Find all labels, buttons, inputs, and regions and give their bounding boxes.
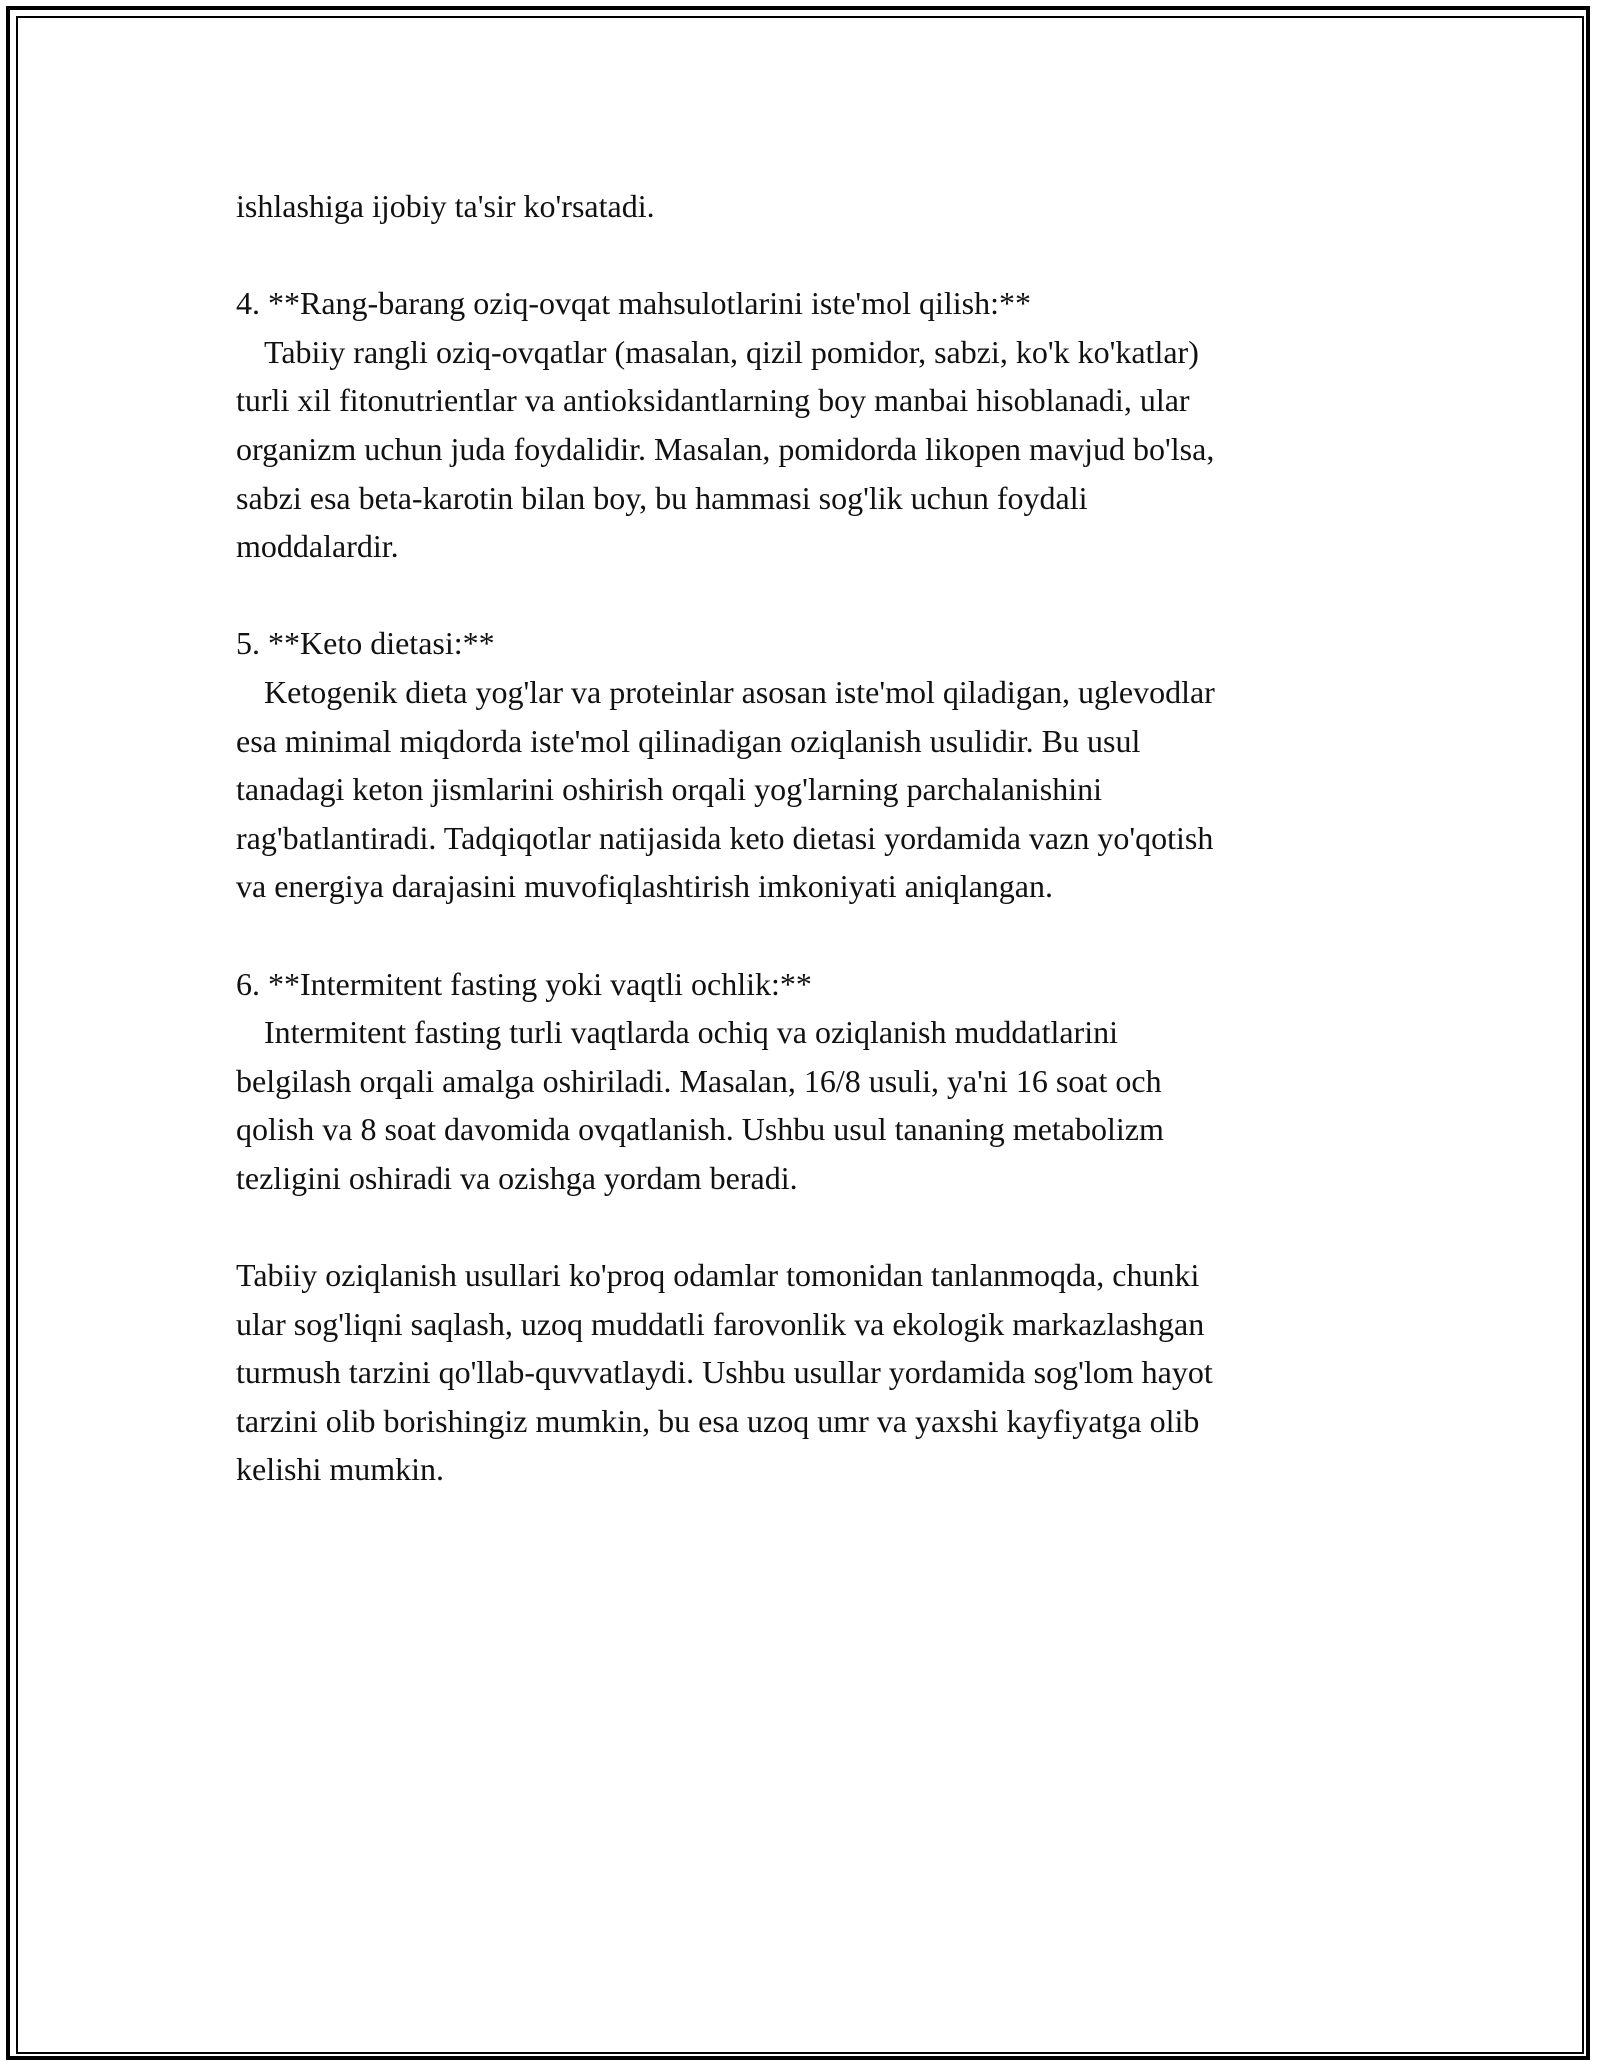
- intro-tail-line: ishlashiga ijobiy ta'sir ko'rsatadi.: [236, 188, 655, 224]
- conclusion-line: kelishi mumkin.: [236, 1451, 444, 1488]
- section-text-line: Intermitent fasting turli vaqtlarda ochiq va oziqlanish muddatlarini: [264, 1014, 1118, 1051]
- conclusion-line: tarzini olib borishingiz mumkin, bu esa uzoq umr va yaxshi kayfiyatga olib: [236, 1402, 1200, 1439]
- section-heading: 6. **Intermitent fasting yoki vaqtli ochlik:**: [236, 965, 812, 1002]
- section-heading: 5. **Keto dietasi:**: [236, 625, 495, 662]
- section-text-line: tanadagi keton jismlarini oshirish orqali yog'larning parchalanishini: [236, 771, 1103, 808]
- section-text-line: belgilash orqali amalga oshiriladi. Masalan, 16/8 usuli, ya'ni 16 soat och: [236, 1062, 1162, 1099]
- section-text-line: qolish va 8 soat davomida ovqatlanish. Ushbu usul tananing metabolizm: [236, 1111, 1164, 1148]
- paragraph-gap: [236, 911, 1396, 960]
- paragraph-gap: [236, 1202, 1396, 1251]
- section-text-line: rag'batlantiradi. Tadqiqotlar natijasida keto dietasi yordamida vazn yo'qotish: [236, 819, 1214, 856]
- section-text-line: sabzi esa beta-karotin bilan boy, bu hammasi sog'lik uchun foydali: [236, 479, 1088, 516]
- section-text-line: organizm uchun juda foydalidir. Masalan, pomidorda likopen mavjud bo'lsa,: [236, 430, 1215, 467]
- section-text-line: turli xil fitonutrientlar va antioksidantlarning boy manbai hisoblanadi, ular: [236, 382, 1190, 419]
- document-body: [236, 182, 1396, 1494]
- section-text-line: Ketogenik dieta yog'lar va proteinlar asosan iste'mol qiladigan, uglevodlar: [264, 673, 1215, 710]
- section-text-line: tezligini oshiradi va ozishga yordam beradi.: [236, 1159, 798, 1196]
- section-text-line: esa minimal miqdorda iste'mol qilinadigan oziqlanish usulidir. Bu usul: [236, 722, 1141, 759]
- paragraph-gap: [236, 571, 1396, 620]
- section-text-line: Tabiiy rangli oziq-ovqatlar (masalan, qizil pomidor, sabzi, ko'k ko'katlar): [264, 333, 1199, 370]
- conclusion-line: ular sog'liqni saqlash, uzoq muddatli farovonlik va ekologik markazlashgan: [236, 1305, 1205, 1342]
- section-heading: 4. **Rang-barang oziq-ovqat mahsulotlarini iste'mol qilish:**: [236, 285, 1031, 322]
- conclusion-line: Tabiiy oziqlanish usullari ko'proq odamlar tomonidan tanlanmoqda, chunki: [236, 1257, 1200, 1294]
- conclusion-line: turmush tarzini qo'llab-quvvatlaydi. Ushbu usullar yordamida sog'lom hayot: [236, 1354, 1213, 1391]
- section-text-line: va energiya darajasini muvofiqlashtirish imkoniyati aniqlangan.: [236, 868, 1053, 905]
- section-text-line: moddalardir.: [236, 528, 399, 565]
- paragraph-gap: [236, 231, 1396, 280]
